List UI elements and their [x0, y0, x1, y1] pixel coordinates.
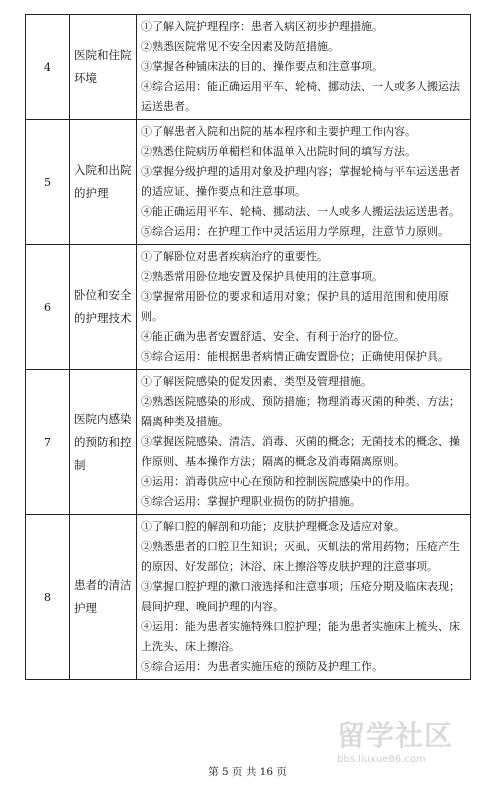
requirement-item: ②熟悉患者的口腔卫生知识；灭虱、灭虮法的常用药物；压疮产生的原因、好发部位；沐浴、床上擦浴等皮肤护理的注意事项。 [141, 540, 460, 573]
requirement-item: ④能正确为患者安置舒适、安全、有利于治疗的卧位。 [141, 330, 405, 343]
table-row [26, 15, 471, 120]
row-topic: 入院和出院的护理 [70, 120, 137, 245]
requirement-item: ③掌握分级护理的适用对象及护理内容；掌握轮椅与平车运送患者的适应证、操作要点和注意事项。 [141, 165, 460, 198]
row-requirements [137, 120, 471, 245]
row-requirements [137, 245, 471, 370]
requirement-item: ①了解口腔的解剖和功能；皮肤护理概念及适应对象。 [141, 520, 405, 533]
requirement-item: ②熟悉医院感染的形成、预防措施；物理消毒灭菌的种类、方法；隔离种类及措施。 [141, 395, 460, 428]
requirement-item: ④综合运用：能正确运用平车、轮椅、挪动法、一人或多人搬运法运送患者。 [141, 80, 460, 113]
page-footer: 第 5 页 共 16 页 [208, 766, 287, 778]
table-row [26, 120, 471, 245]
row-number: 7 [26, 370, 70, 515]
watermark-logo [337, 714, 477, 774]
row-requirements [137, 370, 471, 515]
requirement-item: ①了解入院护理程序：患者入病区初步护理措施。 [141, 20, 383, 33]
table-body [26, 15, 471, 680]
requirement-item: ①了解卧位对患者疾病治疗的重要性。 [141, 250, 328, 263]
requirement-item: ⑤综合运用：掌握护理职业损伤的防护措施。 [141, 495, 361, 508]
requirement-item: ⑤综合运用：能根据患者病情正确安置卧位；正确使用保护具。 [141, 350, 449, 363]
row-requirements [137, 515, 471, 680]
row-number: 5 [26, 120, 70, 245]
requirement-item: ③掌握口腔护理的漱口液选择和注意事项；压疮分期及临床表现；晨间护理、晚间护理的内容。 [141, 580, 460, 613]
row-topic: 患者的清洁护理 [70, 515, 137, 680]
requirement-item: ④能正确运用平车、轮椅、挪动法、一人或多人搬运法运送患者。 [141, 205, 460, 218]
watermark-brand: 留学社区 [337, 719, 454, 752]
table-row [26, 515, 471, 680]
row-topic: 医院和住院环境 [70, 15, 137, 120]
requirement-item: ③掌握常用卧位的要求和适用对象；保护具的适用范围和使用原则。 [141, 290, 449, 323]
curriculum-table [25, 14, 471, 680]
requirement-item: ④运用：能为患者实施特殊口腔护理；能为患者实施床上梳头、床上洗头、床上擦浴。 [141, 620, 460, 653]
requirement-item: ②熟悉医院常见不安全因素及防范措施。 [141, 40, 339, 53]
row-number: 8 [26, 515, 70, 680]
table-row [26, 245, 471, 370]
row-topic: 医院内感染的预防和控制 [70, 370, 137, 515]
requirement-item: ②熟悉常用卧位地安置及保护具使用的注意事项。 [141, 270, 383, 283]
requirement-item: ③掌握医院感染、清洁、消毒、灭菌的概念；无菌技术的概念、操作原则、基本操作方法；隔离的概念及消毒隔离原则。 [141, 435, 460, 468]
row-number: 6 [26, 245, 70, 370]
row-topic: 卧位和安全的护理技术 [70, 245, 137, 370]
requirement-item: ②熟悉住院病历单楣栏和体温单入出院时间的填写方法。 [141, 145, 416, 158]
requirement-item: ①了解医院感染的促发因素、类型及管理措施。 [141, 375, 372, 388]
requirement-item: ③掌握各种铺床法的目的、操作要点和注意事项。 [141, 60, 383, 73]
requirement-item: ⑤综合运用：在护理工作中灵活运用力学原理，注意节力原则。 [141, 225, 449, 238]
requirement-item: ⑤综合运用：为患者实施压疮的预防及护理工作。 [141, 660, 383, 673]
table-row [26, 370, 471, 515]
requirement-item: ④运用：消毒供应中心在预防和控制医院感染中的作用。 [141, 475, 416, 488]
row-requirements [137, 15, 471, 120]
requirement-item: ①了解患者入院和出院的基本程序和主要护理工作内容。 [141, 125, 416, 138]
row-number: 4 [26, 15, 70, 120]
watermark-url: bbs.liuxue86.com [337, 754, 426, 765]
